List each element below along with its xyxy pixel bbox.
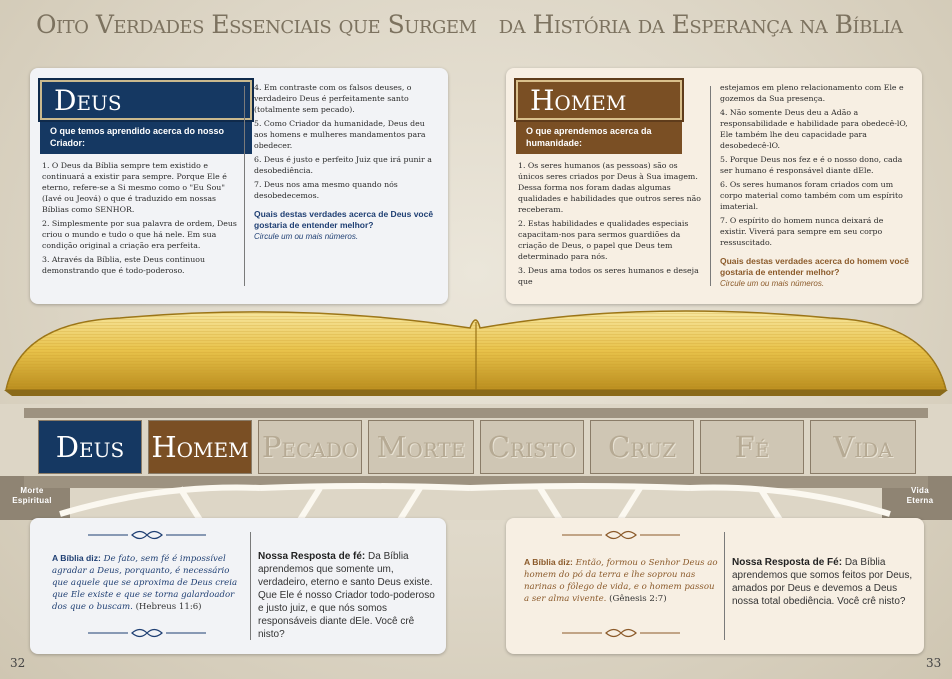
deus-faith-response (258, 550, 436, 641)
column-divider (244, 86, 245, 286)
homem-faith-response (732, 556, 914, 608)
homem-truth-6: 6. Os seres humanos foram criados com um corpo material como também com um espírito imaterial. (720, 180, 903, 211)
deus-banner: Deus (40, 80, 252, 120)
side-right-line2: Eterna (906, 496, 934, 505)
nav-deus[interactable]: Deus (38, 420, 142, 474)
deus-circle-instruction: Circule um ou mais números. (254, 232, 359, 241)
nav-vida[interactable]: Vida (810, 420, 916, 474)
homem-truth-2: 2. Estas habilidades e qualidades especiais capacitam-nos para sermos guardiões da criação de Deus, o papel que Deus tem determinado para nós. (518, 219, 689, 261)
homem-truth-3-end: estejamos em pleno relacionamento com Ele e gozemos da Sua presença. (720, 83, 904, 103)
answer-text: Da Bíblia aprendemos que somente um, verdadeiro, eterno e santo Deus existe. Que Ele é nosso Criador todo-poderoso e justo juiz, e que nós somos responsáveis diante dEle. Você crê nisto? (258, 551, 435, 640)
page-number-right: 33 (926, 656, 942, 670)
verse-label: A Bíblia diz: (524, 557, 573, 567)
nav-homem[interactable]: Homem (148, 420, 252, 474)
homem-truth-7: 7. O espírito do homem nunca deixará de existir. Viverá para sempre em seu corpo ressuscitado. (720, 216, 884, 247)
deus-list-col2 (254, 82, 436, 242)
deus-question: Quais destas verdades acerca de Deus você gostaria de entender melhor? (254, 209, 434, 230)
column-divider (710, 86, 711, 286)
deus-truth-1: 1. O Deus da Bíblia sempre tem existido e continuará a existir para sempre. Porque Ele é eterno, refere-se a Si mesmo como o "Eu Sou" (Iavé ou Jeová) o que é traduzido em nossas Bíblias como SENHOR. (42, 161, 227, 214)
answer-label: Nossa Resposta de fé: (258, 551, 366, 562)
page-title: Oito Verdades Essenciais que Surgem da História da Esperança na Bíblia (36, 10, 903, 39)
nav-morte[interactable]: Morte (368, 420, 474, 474)
homem-verse (524, 556, 718, 605)
ornament-divider-icon (562, 528, 680, 542)
ornament-divider-icon (88, 528, 206, 542)
ornament-divider-icon (562, 626, 680, 640)
nav-fe[interactable]: Fé (700, 420, 804, 474)
side-left-line1: Morte (20, 486, 44, 495)
verse-text: Então, formou o Senhor Deus ao homem do pó da terra e lhe soprou nas narinas o fôlego de vida, e o homem passou a ser alma vivente. (524, 558, 718, 604)
deus-truth-2: 2. Simplesmente por sua palavra de ordem, Deus criou o mundo e tudo o que há nele. Em sua condição original a criação era perfeita. (42, 219, 237, 250)
homem-truth-4: 4. Não somente Deus deu a Adão a responsabilidade e habilidade para obedecê-lO, Ele também lhe deu capacidade para desobedecê-lO. (720, 108, 908, 150)
homem-subtitle: O que aprendemos acerca da humanidade: (516, 122, 682, 154)
column-divider (250, 532, 251, 640)
answer-text: Da Bíblia aprendemos que somos feitos por Deus, amados por Deus e devemos a Deus nossa total obediência. Você crê nisto? (732, 557, 913, 607)
side-right-line1: Vida (911, 486, 929, 495)
deus-subtitle: O que temos aprendido acerca do nosso Criador: (40, 122, 252, 154)
homem-verse-panel (506, 518, 924, 654)
answer-label: Nossa Resposta de Fé: (732, 557, 843, 568)
deus-truth-7: 7. Deus nos ama mesmo quando nós desobedecemos. (254, 180, 398, 200)
deus-list-col1 (42, 160, 238, 279)
homem-list-col2 (720, 82, 910, 289)
column-divider (724, 532, 725, 640)
verse-label: A Bíblia diz: (52, 553, 101, 563)
ornament-divider-icon (88, 626, 206, 640)
homem-banner: Homem (516, 80, 682, 120)
homem-truth-1: 1. Os seres humanos (as pessoas) são os únicos seres criados por Deus à Sua imagem. Dessa forma nos foram dadas algumas qualidades e habilidades que outros seres não receberam. (518, 161, 701, 214)
deus-truth-6: 6. Deus é justo e perfeito Juiz que irá punir a desobediência. (254, 155, 432, 175)
deus-panel (30, 68, 448, 304)
nav-pecado[interactable]: Pecado (258, 420, 362, 474)
verse-text: De fato, sem fé é impossível agradar a Deus, porquanto, é necessário que aquele que se aproxima de Deus creia que Ele existe e que se torna galardoador dos que o buscam. (52, 554, 238, 612)
spiritual-death-label (2, 486, 62, 506)
homem-question: Quais destas verdades acerca do homem você gostaria de entender melhor? (720, 256, 909, 277)
nav-cruz[interactable]: Cruz (590, 420, 694, 474)
verse-reference: (Gênesis 2:7) (609, 594, 667, 604)
nav-cristo[interactable]: Cristo (480, 420, 584, 474)
deus-truth-3: 3. Através da Bíblia, este Deus continuou demonstrando que é todo-poderoso. (42, 255, 206, 275)
side-left-line2: Espiritual (12, 496, 52, 505)
deus-verse-panel (30, 518, 446, 654)
page-number-left: 32 (10, 656, 26, 670)
homem-panel (506, 68, 922, 304)
homem-list-col1 (518, 160, 704, 290)
eternal-life-label (890, 486, 950, 506)
homem-circle-instruction: Circule um ou mais números. (720, 279, 825, 288)
deus-truth-5: 5. Como Criador da humanidade, Deus deu aos homens e mulheres mandamentos para obedecer. (254, 119, 426, 150)
deus-truth-4: 4. Em contraste com os falsos deuses, o verdadeiro Deus é perfeitamente santo (totalmente sem pecado). (254, 83, 412, 114)
deus-verse (52, 552, 248, 613)
open-book-illustration (0, 282, 952, 402)
homem-truth-3-start: 3. Deus ama todos os seres humanos e deseja que (518, 266, 699, 286)
homem-truth-5: 5. Porque Deus nos fez e é o nosso dono, cada ser humano é responsável diante dEle. (720, 155, 903, 175)
verse-reference: (Hebreus 11:6) (135, 602, 202, 612)
